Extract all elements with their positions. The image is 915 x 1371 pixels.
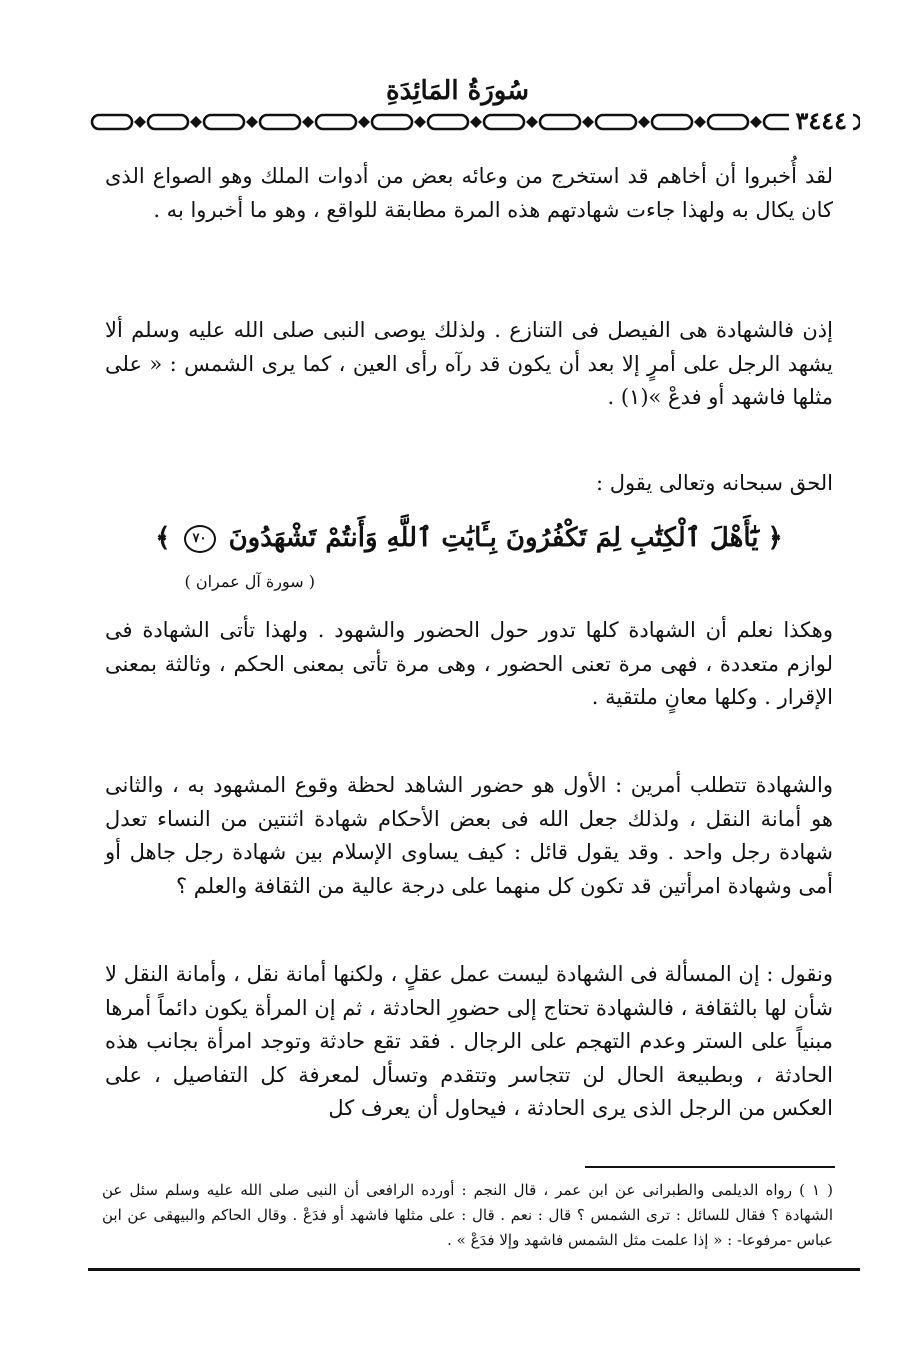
footnote: ( ١ ) رواه الديلمى والطبرانى عن ابن عمر ، قال النجم : أورده الرافعى أن النبى صلى الله عليه وسلم سئل عن الشهادة ؟ فقال للسائل : ترى الشمس ؟ قال : نعم . قال : على مثلها فاشهد أو فدَعْ . وقال الحاكم والبيهقى عن ابن عباس -مرفوعا- : « إذا علمت مثل الشمس فاشهد وإلا فدَعْ » . [102, 1181, 833, 1249]
bottom-divider [88, 1268, 860, 1271]
header-ornament [88, 108, 860, 136]
close-brace: ﴾ [155, 523, 171, 553]
verse-text: يَٰٓأَهْلَ ٱلْكِتَٰبِ لِمَ تَكْفُرُونَ بِـَٔايَٰتِ ٱللَّهِ وَأَنتُمْ تَشْهَدُونَ [228, 523, 759, 553]
open-brace: ﴿ [767, 523, 783, 553]
verse-source: ( سورة آل عمران ) [184, 572, 315, 591]
paragraph-5: ونقول : إن المسألة فى الشهادة ليست عمل عقلٍ ، ولكنها أمانة نقل ، وأمانة النقل لا شأن لها بالثقافة ، فالشهادة تحتاج إلى حضورِ الحادثة ، ثم إن المرأة يكون دائماً أمرها مبنياً على الستر وعدم التهجم على الرجال . فقد تقع حادثة وتوجد امرأة بجانب هذه الحادثة ، وبطبيعة الحال لن تتجاسر وتتقدم وتسأل لمعرفة كل التفاصيل ، على العكس من الرجل الذى يرى الحادثة ، فيحاول أن يعرف كل [105, 962, 833, 1120]
quran-verse [105, 518, 833, 558]
paragraph-2: إذن فالشهادة هى الفيصل فى التنازع . ولذلك يوصى النبى صلى الله عليه وسلم ألا يشهد الرجل على أمرٍ إلا بعد أن يكون قد رآه رأى العين ، كما يرى الشمس : « على مثلها فاشهد أو فدعْ »(١) . [105, 318, 833, 409]
surah-title: سُورَةُ المَائِدَةِ [385, 76, 530, 106]
verse-number: ٧٠ [184, 525, 216, 553]
quote-intro: الحق سبحانه وتعالى يقول : [595, 471, 833, 495]
paragraph-3: وهكذا نعلم أن الشهادة كلها تدور حول الحضور والشهود . ولهذا تأتى الشهادة فى لوازم متعددة ، فهى مرة تعنى الحضور ، وهى مرة تأتى بمعنى الحكم ، وثالثة بمعنى الإقرار . وكلها معانٍ ملتقية . [105, 618, 833, 709]
paragraph-4: والشهادة تتطلب أمرين : الأول هو حضور الشاهد لحظة وقوع المشهود به ، والثانى هو أمانة النقل ، ولذلك جعل الله فى بعض الأحكام شهادة اثنتين من النساء تعدل شهادة رجل واحد . وقد يقول قائل : كيف يساوى الإسلام بين شهادة رجل جاهل أو أمى وشهادة امرأتين قد تكون كل منهما على درجة عالية من الثقافة والعلم ؟ [105, 773, 833, 898]
footnote-divider [585, 1166, 835, 1168]
paragraph-1: لقد أُخبروا أن أخاهم قد استخرج من وعائه بعض من أدوات الملك وهو الصواع الذى كان يكال به ولهذا جاءت شهادتهم هذه المرة مطابقة للواقع ، وهو ما أخبروا به . [105, 164, 833, 222]
chain-ornament-icon [88, 108, 860, 136]
page-number: ٣٤٤٤ [789, 106, 853, 136]
